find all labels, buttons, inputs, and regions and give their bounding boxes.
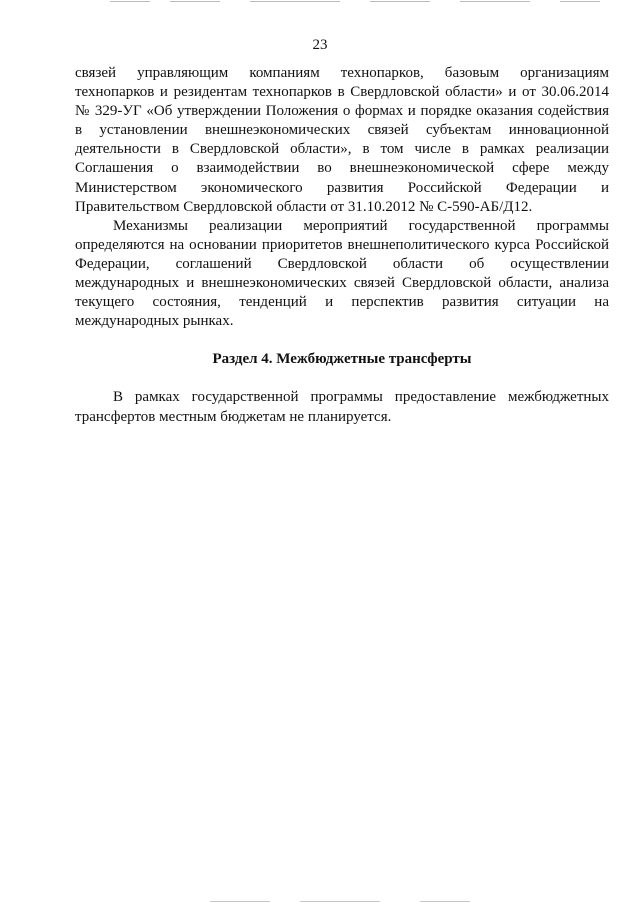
section-heading: Раздел 4. Межбюджетные трансферты <box>212 351 472 368</box>
text-line: деятельности в Свердловской области», в том числе в рамках реализации <box>75 141 609 158</box>
text-line: международных рынках. <box>75 313 234 330</box>
text-line: Соглашения о взаимодействии во внешнеэкономической сфере между <box>75 160 609 177</box>
scan-edge-bottom <box>0 901 640 903</box>
text-line: Механизмы реализации мероприятий государственной программы <box>113 217 609 234</box>
paragraph-continuation <box>75 64 609 217</box>
text-line: связей управляющим компаниям технопарков, базовым организациям <box>75 65 609 81</box>
text-line: В рамках государственной программы предоставление межбюджетных <box>113 389 609 406</box>
document-body <box>75 64 609 427</box>
text-line: в установлении внешнеэкономических связей субъектам инновационной <box>75 122 609 139</box>
text-line: № 329-УГ «Об утверждении Положения о формах и порядке оказания содействия <box>75 103 609 120</box>
text-line: Министерством экономического развития Российской Федерации и <box>75 179 609 196</box>
scan-edge-top <box>0 0 640 3</box>
text-line: текущего состояния, тенденций и перспектив развития ситуации на <box>75 294 609 311</box>
text-line: определяются на основании приоритетов внешнеполитического курса Российской <box>75 236 609 253</box>
text-line: международных и внешнеэкономических связей Свердловской области, анализа <box>75 275 609 292</box>
paragraph-mechanisms <box>75 217 609 332</box>
paragraph-transfers <box>75 388 609 426</box>
page-number: 23 <box>312 37 328 53</box>
text-line: трансфертов местным бюджетам не планируется. <box>75 408 392 425</box>
text-line: Федерации, соглашений Свердловской области об осуществлении <box>75 255 609 272</box>
text-line: Правительством Свердловской области от 31.10.2012 № С-590-АБ/Д12. <box>75 198 533 215</box>
text-line: технопарков и резидентам технопарков в Свердловской области» и от 30.06.2014 <box>75 84 609 101</box>
